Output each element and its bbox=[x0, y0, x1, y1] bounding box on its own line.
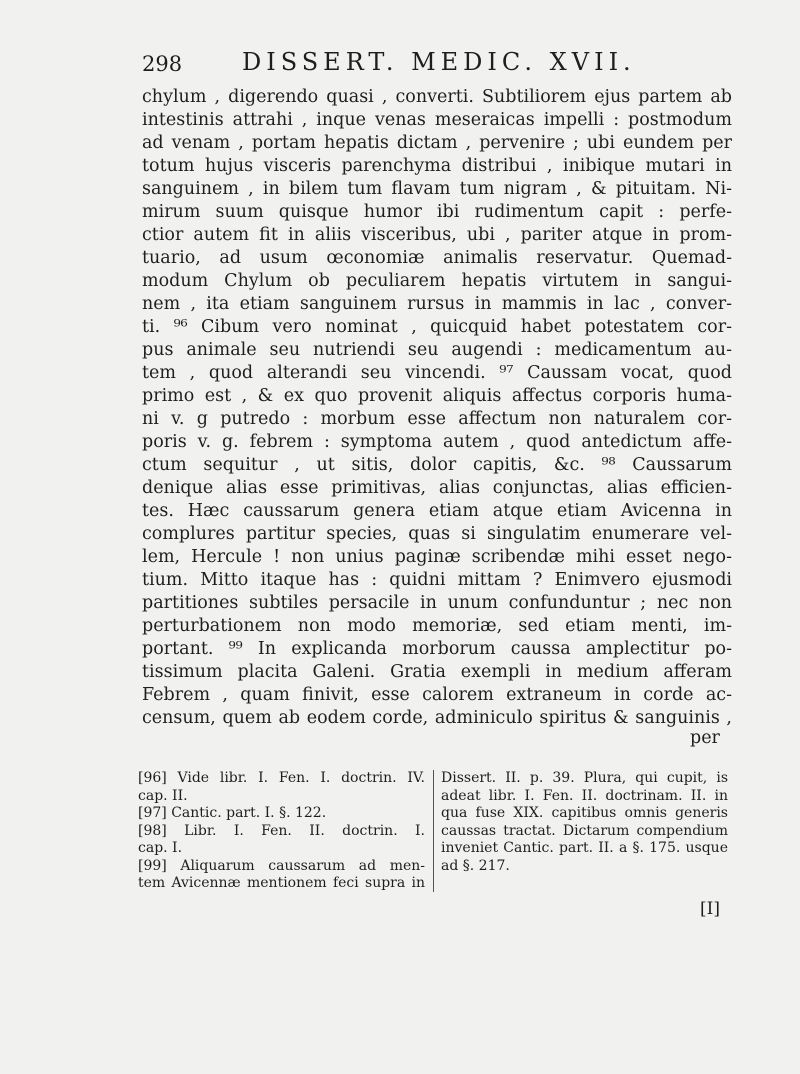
body-line: mirum suum quisque humor ibi rudimentum capit : perfe- bbox=[142, 202, 732, 222]
body-line: tuario, ad usum œconomiæ animalis reservatur. Quemad- bbox=[142, 248, 732, 268]
footnote-line: Dissert. II. p. 39. Plura, qui cupit, is bbox=[441, 770, 728, 786]
body-line: sanguinem , in bilem tum flavam tum nigram , & pituitam. Ni- bbox=[142, 179, 732, 199]
footnote-line: ad §. 217. bbox=[441, 857, 510, 874]
page-number: 298 bbox=[142, 52, 183, 76]
body-line: portant. ⁹⁹ In explicanda morborum caussa amplectitur po- bbox=[142, 639, 732, 659]
body-line: Febrem , quam finivit, esse calorem extraneum in corde ac- bbox=[142, 685, 732, 705]
body-line: ni v. g putredo : morbum esse affectum non naturalem cor- bbox=[142, 409, 732, 429]
body-line: ad venam , portam hepatis dictam , pervenire ; ubi eundem per bbox=[142, 133, 732, 153]
body-line: lem, Hercule ! non unius paginæ scribendæ mihi esset nego- bbox=[142, 547, 732, 567]
footnote-line: [96] Vide libr. I. Fen. I. doctrin. IV. bbox=[138, 770, 425, 786]
body-line: complures partitur species, quas si singulatim enumerare vel- bbox=[142, 524, 732, 544]
body-line: perturbationem non modo memoriæ, sed etiam menti, im- bbox=[142, 616, 732, 636]
footnote-line: inveniet Cantic. part. II. a §. 175. usque bbox=[441, 840, 728, 856]
running-head-title: DISSERT. MEDIC. XVII. bbox=[242, 48, 636, 76]
body-text bbox=[142, 86, 732, 730]
body-line: censum, quem ab eodem corde, adminiculo spiritus & sanguinis , bbox=[142, 708, 732, 728]
body-line: totum hujus visceris parenchyma distribui , inibique mutari in bbox=[142, 156, 732, 176]
footnote-line: cap. II. bbox=[138, 787, 188, 804]
body-line: partitiones subtiles persacile in unum confunduntur ; nec non bbox=[142, 593, 732, 613]
body-line: chylum , digerendo quasi , converti. Subtiliorem ejus partem ab bbox=[142, 87, 732, 107]
signature-mark: [I] bbox=[700, 899, 720, 919]
body-line: tem , quod alterandi seu vincendi. ⁹⁷ Caussam vocat, quod bbox=[142, 363, 732, 383]
body-line: tes. Hæc caussarum genera etiam atque etiam Avicenna in bbox=[142, 501, 732, 521]
footnotes-right-column bbox=[441, 770, 728, 875]
body-line: nem , ita etiam sanguinem rursus in mammis in lac , conver- bbox=[142, 294, 732, 314]
body-line: tissimum placita Galeni. Gratia exempli in medium afferam bbox=[142, 662, 732, 682]
footnote-line: [98] Libr. I. Fen. II. doctrin. I. bbox=[138, 822, 425, 839]
footnote-column-rule bbox=[433, 770, 434, 892]
body-line: denique alias esse primitivas, alias conjunctas, alias efficien- bbox=[142, 478, 732, 498]
footnote-line: [99] Aliquarum caussarum ad men- bbox=[138, 857, 425, 874]
body-line: ctior autem fit in aliis visceribus, ubi , pariter atque in prom- bbox=[142, 225, 732, 245]
body-line: primo est , & ex quo provenit aliquis affectus corporis huma- bbox=[142, 386, 732, 406]
footnote-line: qua fuse XIX. capitibus omnis generis bbox=[441, 805, 728, 821]
body-line: poris v. g. febrem : symptoma autem , quod antedictum affe- bbox=[142, 432, 732, 452]
body-line: ti. ⁹⁶ Cibum vero nominat , quicquid habet potestatem cor- bbox=[142, 317, 732, 337]
body-line: modum Chylum ob peculiarem hepatis virtutem in sangui- bbox=[142, 271, 732, 291]
catchword: per bbox=[690, 728, 720, 748]
footnotes-left-column bbox=[138, 770, 425, 893]
running-head bbox=[142, 48, 687, 80]
footnote-line: cap. I. bbox=[138, 840, 183, 856]
footnote-line: tem Avicennæ mentionem feci supra in bbox=[138, 875, 425, 891]
body-line: ctum sequitur , ut sitis, dolor capitis, &c. ⁹⁸ Caussarum bbox=[142, 455, 732, 475]
body-line: intestinis attrahi , inque venas meseraicas impelli : postmodum bbox=[142, 110, 732, 130]
footnote-line: caussas tractat. Dictarum compendium bbox=[441, 822, 728, 839]
footnote-line: [97] Cantic. part. I. §. 122. bbox=[138, 805, 327, 821]
body-line: tium. Mitto itaque has : quidni mittam ? Enimvero ejusmodi bbox=[142, 570, 732, 590]
body-line: pus animale seu nutriendi seu augendi : medicamentum au- bbox=[142, 340, 732, 360]
footnote-line: adeat libr. I. Fen. II. doctrinam. II. in bbox=[441, 787, 728, 804]
